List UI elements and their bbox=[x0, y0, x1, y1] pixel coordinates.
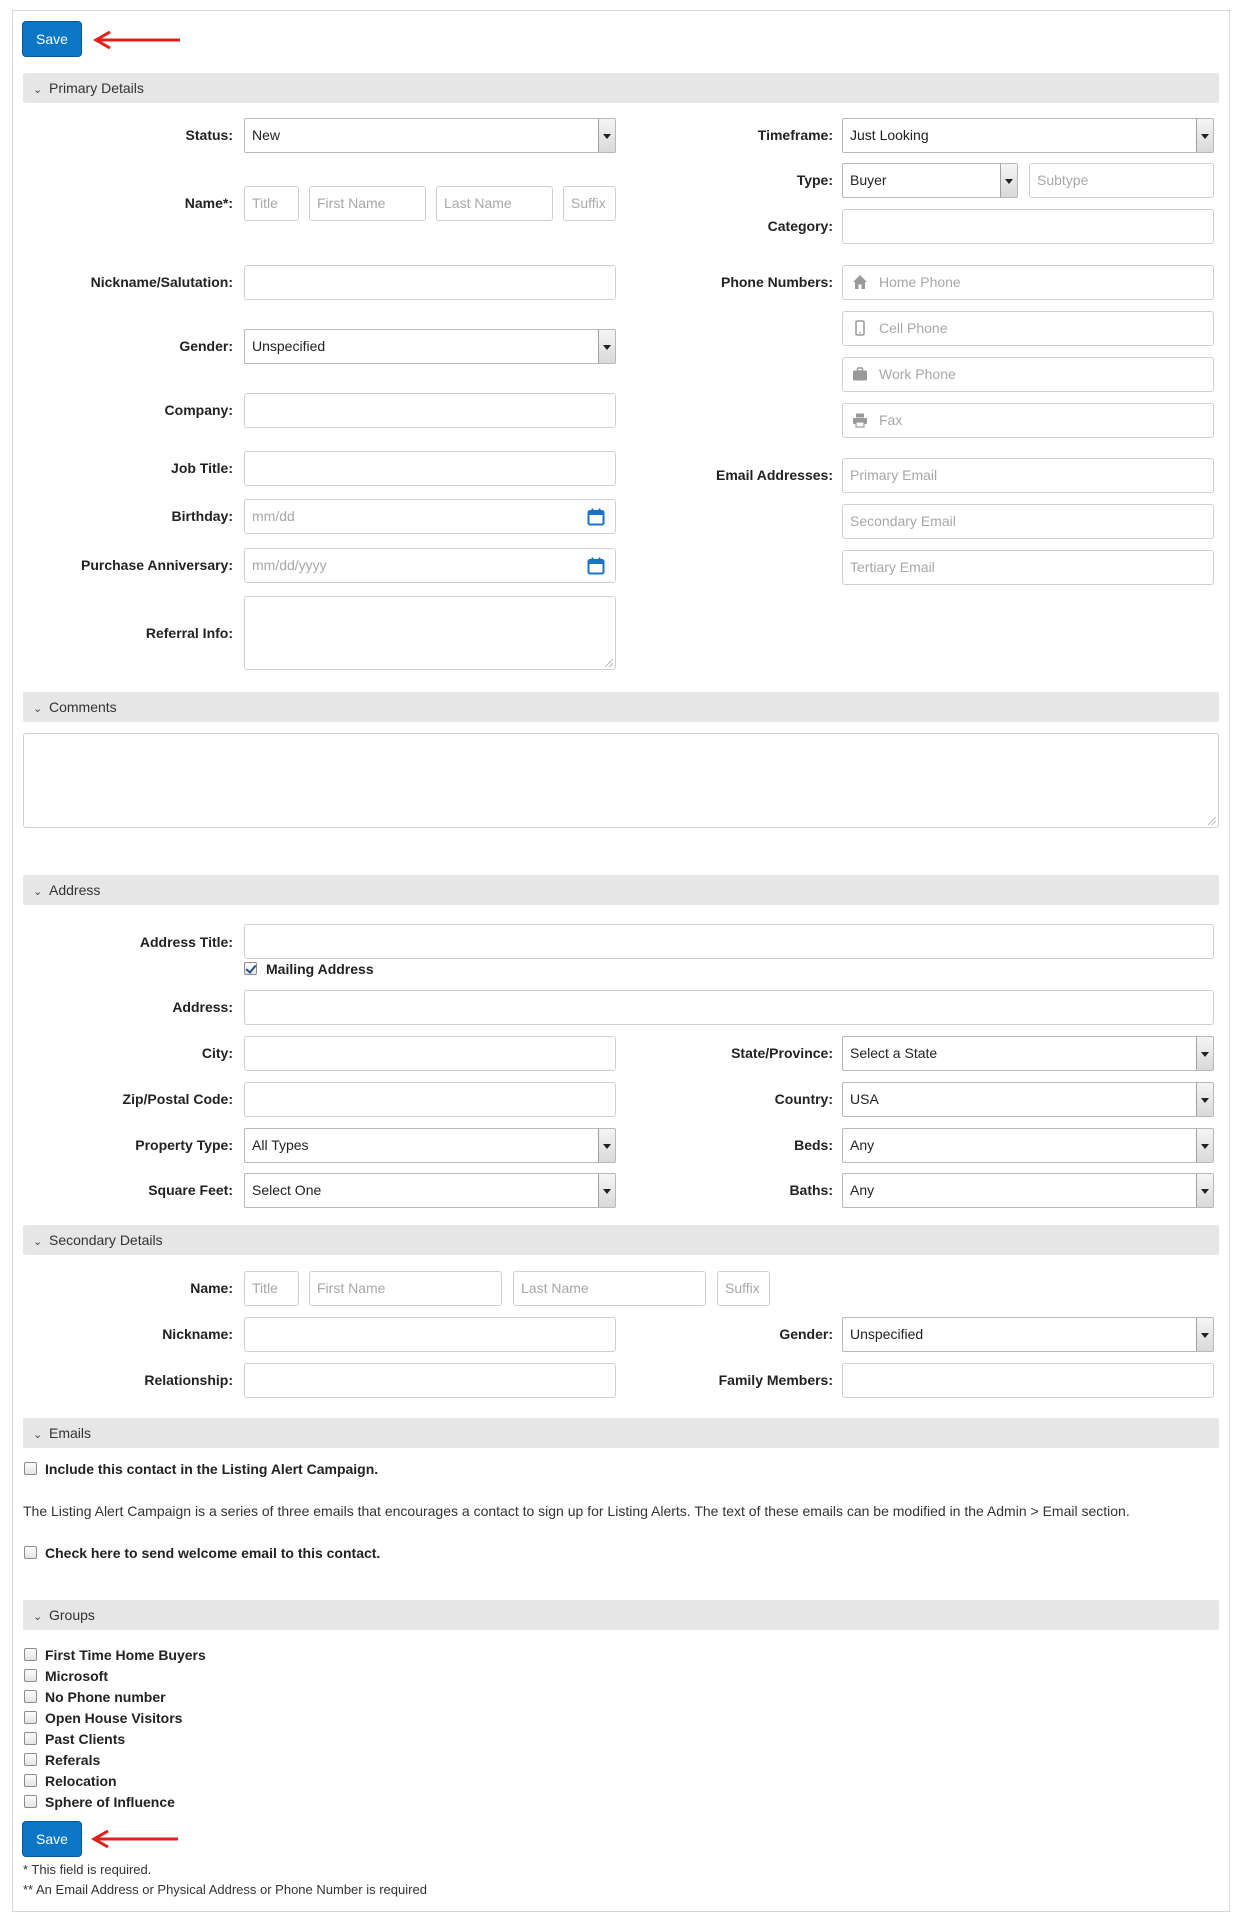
save-button-bottom[interactable]: Save bbox=[22, 1821, 82, 1857]
tertiary-email-input[interactable]: Tertiary Email bbox=[842, 550, 1214, 585]
subtype-input[interactable]: Subtype bbox=[1029, 163, 1214, 198]
group-label: Relocation bbox=[45, 1773, 117, 1789]
relationship-label: Relationship: bbox=[144, 1372, 233, 1388]
chevron-down-icon bbox=[598, 1129, 615, 1162]
job-title-label: Job Title: bbox=[171, 460, 233, 476]
chevron-down-icon bbox=[1000, 164, 1017, 197]
status-select[interactable]: New bbox=[244, 118, 616, 153]
status-label: Status: bbox=[185, 127, 233, 143]
cell-phone-input[interactable]: Cell Phone bbox=[842, 311, 1214, 346]
primary-email-input[interactable]: Primary Email bbox=[842, 458, 1214, 493]
annotation-arrow-icon bbox=[92, 31, 182, 49]
annotation-arrow-icon bbox=[90, 1830, 180, 1848]
name-label: Name*: bbox=[184, 195, 233, 211]
timeframe-select[interactable]: Just Looking bbox=[842, 118, 1214, 153]
secondary-gender-select[interactable]: Unspecified bbox=[842, 1317, 1214, 1352]
type-label: Type: bbox=[796, 172, 833, 188]
nickname-label: Nickname/Salutation: bbox=[90, 274, 233, 290]
secondary-suffix-input[interactable]: Suffix bbox=[717, 1271, 770, 1306]
chevron-down-icon bbox=[1196, 1174, 1213, 1207]
referral-info-label: Referral Info: bbox=[145, 625, 233, 641]
family-members-input[interactable] bbox=[842, 1363, 1214, 1398]
phone-numbers-label: Phone Numbers: bbox=[720, 274, 833, 290]
chevron-down-icon bbox=[598, 330, 615, 363]
chevron-down-icon: ⌄ bbox=[33, 1611, 43, 1623]
chevron-down-icon bbox=[598, 1174, 615, 1207]
group-checkbox[interactable] bbox=[24, 1669, 37, 1682]
secondary-title-input[interactable]: Title bbox=[244, 1271, 299, 1306]
secondary-last-name-input[interactable]: Last Name bbox=[513, 1271, 706, 1306]
square-feet-label: Square Feet: bbox=[148, 1182, 233, 1198]
job-title-input[interactable] bbox=[244, 451, 616, 486]
group-label: Sphere of Influence bbox=[45, 1794, 175, 1810]
group-checkbox[interactable] bbox=[24, 1732, 37, 1745]
country-select[interactable]: USA bbox=[842, 1082, 1214, 1117]
comments-textarea[interactable] bbox=[23, 733, 1219, 828]
section-header-primary-details[interactable]: ⌄ Primary Details bbox=[23, 73, 1219, 103]
required-footnote: * This field is required. bbox=[23, 1862, 152, 1877]
section-header-emails[interactable]: ⌄ Emails bbox=[23, 1418, 1219, 1448]
purchase-anniversary-input[interactable]: mm/dd/yyyy bbox=[244, 548, 616, 583]
name-last-input[interactable]: Last Name bbox=[436, 186, 553, 221]
section-header-secondary-details[interactable]: ⌄ Secondary Details bbox=[23, 1225, 1219, 1255]
referral-info-textarea[interactable] bbox=[244, 596, 616, 670]
category-input[interactable] bbox=[842, 209, 1214, 244]
gender-select[interactable]: Unspecified bbox=[244, 329, 616, 364]
address-title-label: Address Title: bbox=[139, 934, 233, 950]
purchase-anniversary-label: Purchase Anniversary: bbox=[81, 557, 233, 573]
timeframe-label: Timeframe: bbox=[757, 127, 833, 143]
group-checkbox[interactable] bbox=[24, 1795, 37, 1808]
chevron-down-icon bbox=[1196, 1129, 1213, 1162]
section-header-comments[interactable]: ⌄ Comments bbox=[23, 692, 1219, 722]
gender-label: Gender: bbox=[179, 338, 233, 354]
chevron-down-icon bbox=[598, 119, 615, 152]
chevron-down-icon bbox=[1196, 1318, 1213, 1351]
family-members-label: Family Members: bbox=[718, 1372, 833, 1388]
fax-input[interactable]: Fax bbox=[842, 403, 1214, 438]
welcome-email-checkbox[interactable] bbox=[24, 1546, 37, 1559]
secondary-nickname-input[interactable] bbox=[244, 1317, 616, 1352]
secondary-nickname-label: Nickname: bbox=[162, 1326, 233, 1342]
printer-icon bbox=[852, 412, 868, 428]
secondary-gender-label: Gender: bbox=[779, 1326, 833, 1342]
group-label: Open House Visitors bbox=[45, 1710, 183, 1726]
resize-handle-icon[interactable] bbox=[605, 659, 613, 667]
chevron-down-icon bbox=[1196, 119, 1213, 152]
group-checkbox[interactable] bbox=[24, 1774, 37, 1787]
property-type-label: Property Type: bbox=[135, 1137, 233, 1153]
chevron-down-icon: ⌄ bbox=[33, 703, 43, 715]
category-label: Category: bbox=[767, 218, 833, 234]
group-label: Past Clients bbox=[45, 1731, 126, 1747]
state-select[interactable]: Select a State bbox=[842, 1036, 1214, 1071]
group-label: Microsoft bbox=[45, 1668, 108, 1684]
city-label: City: bbox=[201, 1045, 233, 1061]
address-label: Address: bbox=[172, 999, 233, 1015]
calendar-icon[interactable] bbox=[587, 508, 605, 526]
company-label: Company: bbox=[164, 402, 233, 418]
save-button-top[interactable]: Save bbox=[22, 21, 82, 57]
home-icon bbox=[852, 274, 868, 290]
group-label: No Phone number bbox=[45, 1689, 166, 1705]
secondary-email-input[interactable]: Secondary Email bbox=[842, 504, 1214, 539]
company-input[interactable] bbox=[244, 393, 616, 428]
secondary-name-label: Name: bbox=[190, 1280, 233, 1296]
square-feet-select[interactable]: Select One bbox=[244, 1173, 616, 1208]
home-phone-input[interactable]: Home Phone bbox=[842, 265, 1214, 300]
work-phone-input[interactable]: Work Phone bbox=[842, 357, 1214, 392]
chevron-down-icon bbox=[1196, 1083, 1213, 1116]
resize-handle-icon[interactable] bbox=[1208, 817, 1216, 825]
name-first-input[interactable]: First Name bbox=[309, 186, 426, 221]
group-label: First Time Home Buyers bbox=[45, 1647, 206, 1663]
listing-alert-label: Include this contact in the Listing Alert Campaign. bbox=[45, 1461, 379, 1477]
chevron-down-icon: ⌄ bbox=[33, 886, 43, 898]
group-checkbox[interactable] bbox=[24, 1711, 37, 1724]
contact-required-footnote: ** An Email Address or Physical Address or Phone Number is required bbox=[23, 1882, 427, 1897]
briefcase-icon bbox=[852, 366, 868, 382]
address-title-input[interactable] bbox=[244, 924, 1214, 959]
state-province-label: State/Province: bbox=[731, 1045, 833, 1061]
zip-label: Zip/Postal Code: bbox=[122, 1091, 233, 1107]
group-checkbox[interactable] bbox=[24, 1648, 37, 1661]
secondary-first-name-input[interactable]: First Name bbox=[309, 1271, 502, 1306]
chevron-down-icon bbox=[1196, 1037, 1213, 1070]
country-label: Country: bbox=[774, 1091, 833, 1107]
section-header-groups[interactable]: ⌄ Groups bbox=[23, 1600, 1219, 1630]
group-label: Referals bbox=[45, 1752, 101, 1768]
welcome-email-label: Check here to send welcome email to this contact. bbox=[45, 1545, 381, 1561]
beds-label: Beds: bbox=[794, 1137, 833, 1153]
section-header-address[interactable]: ⌄ Address bbox=[23, 875, 1219, 905]
baths-select[interactable]: Any bbox=[842, 1173, 1214, 1208]
listing-alert-checkbox[interactable] bbox=[24, 1462, 37, 1475]
name-suffix-input[interactable]: Suffix bbox=[563, 186, 616, 221]
zip-input[interactable] bbox=[244, 1082, 616, 1117]
birthday-input[interactable]: mm/dd bbox=[244, 499, 616, 534]
relationship-input[interactable] bbox=[244, 1363, 616, 1398]
nickname-input[interactable] bbox=[244, 265, 616, 300]
beds-select[interactable]: Any bbox=[842, 1128, 1214, 1163]
chevron-down-icon: ⌄ bbox=[33, 1429, 43, 1441]
name-title-input[interactable]: Title bbox=[244, 186, 299, 221]
calendar-icon[interactable] bbox=[587, 557, 605, 575]
type-select[interactable]: Buyer bbox=[842, 163, 1018, 198]
mailing-address-label: Mailing Address bbox=[266, 961, 374, 977]
listing-alert-description: The Listing Alert Campaign is a series of three emails that encourages a contact to sign up for Listing Alerts. The text of these emails can be modified in the Admin > Email section. bbox=[23, 1503, 1130, 1519]
group-checkbox[interactable] bbox=[24, 1690, 37, 1703]
email-addresses-label: Email Addresses: bbox=[716, 467, 833, 483]
address-input[interactable] bbox=[244, 990, 1214, 1025]
property-type-select[interactable]: All Types bbox=[244, 1128, 616, 1163]
chevron-down-icon: ⌄ bbox=[33, 1236, 43, 1248]
chevron-down-icon: ⌄ bbox=[33, 84, 43, 96]
group-checkbox[interactable] bbox=[24, 1753, 37, 1766]
mailing-address-checkbox[interactable] bbox=[244, 962, 257, 975]
mobile-phone-icon bbox=[852, 320, 868, 336]
birthday-label: Birthday: bbox=[171, 508, 233, 524]
city-input[interactable] bbox=[244, 1036, 616, 1071]
baths-label: Baths: bbox=[789, 1182, 833, 1198]
